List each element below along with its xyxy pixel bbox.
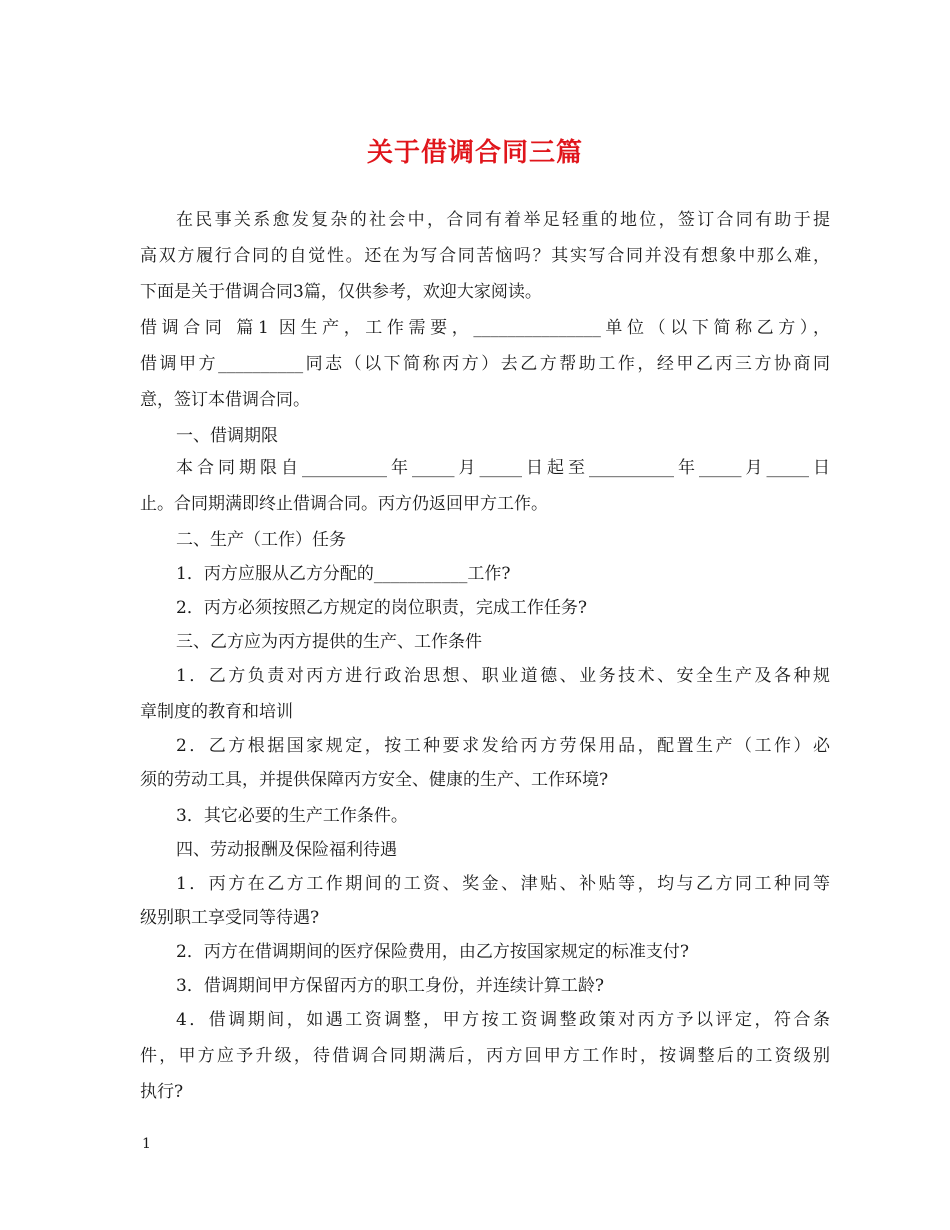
list-item: 4．借调期间，如遇工资调整，甲方按工资调整政策对丙方予以评定，符合条 — [176, 1010, 830, 1030]
list-item: 3．其它必要的生产工作条件。 — [176, 806, 408, 826]
paragraph-line: 件，甲方应予升级，待借调合同期满后，丙方回甲方工作时，按调整后的工资级别 — [140, 1046, 830, 1066]
list-item: 2．丙方必须按照乙方规定的岗位职责，完成工作任务? — [176, 598, 587, 618]
section-heading: 一、借调期限 — [176, 426, 278, 446]
list-item: 2．乙方根据国家规定，按工种要求发给丙方劳保用品，配置生产（工作）必 — [176, 736, 830, 756]
paragraph-line: 本合同期限自__________年_____月_____日起至__________年_____月_____日 — [176, 458, 830, 478]
section-heading: 三、乙方应为丙方提供的生产、工作条件 — [176, 632, 482, 652]
section-heading: 四、劳动报酬及保险福利待遇 — [176, 840, 397, 860]
page-number: 1 — [142, 1136, 151, 1152]
list-item: 1．丙方在乙方工作期间的工资、奖金、津贴、补贴等，均与乙方同工种同等 — [176, 874, 830, 894]
list-item: 1．丙方应服从乙方分配的___________工作? — [176, 564, 511, 584]
paragraph-line: 须的劳动工具，并提供保障丙方安全、健康的生产、工作环境? — [140, 770, 609, 790]
paragraph-line: 借调合同 篇1 因生产，工作需要，_______________单位（以下简称乙方）， — [140, 318, 830, 338]
section-heading: 二、生产（工作）任务 — [176, 530, 346, 550]
paragraph-line: 高双方履行合同的自觉性。还在为写合同苦恼吗？其实写合同并没有想象中那么难， — [140, 246, 830, 266]
paragraph-line: 止。合同期满即终止借调合同。丙方仍返回甲方工作。 — [140, 494, 548, 514]
paragraph-line: 下面是关于借调合同3篇，仅供参考，欢迎大家阅读。 — [140, 282, 542, 302]
paragraph-line: 借调甲方__________同志（以下简称丙方）去乙方帮助工作，经甲乙丙三方协商同 — [140, 354, 830, 374]
list-item: 3．借调期间甲方保留丙方的职工身份，并连续计算工龄? — [176, 976, 604, 996]
paragraph-line: 章制度的教育和培训 — [140, 702, 293, 722]
document-title: 关于借调合同三篇 — [366, 138, 583, 168]
paragraph-line: 执行? — [140, 1082, 184, 1102]
paragraph-line: 在民事关系愈发复杂的社会中，合同有着举足轻重的地位，签订合同有助于提 — [176, 210, 830, 230]
paragraph-line: 意，签订本借调合同。 — [140, 390, 310, 410]
paragraph-line: 级别职工享受同等待遇? — [140, 908, 320, 928]
list-item: 2．丙方在借调期间的医疗保险费用，由乙方按国家规定的标准支付? — [176, 942, 689, 962]
list-item: 1．乙方负责对丙方进行政治思想、职业道德、业务技术、安全生产及各种规 — [176, 666, 830, 686]
